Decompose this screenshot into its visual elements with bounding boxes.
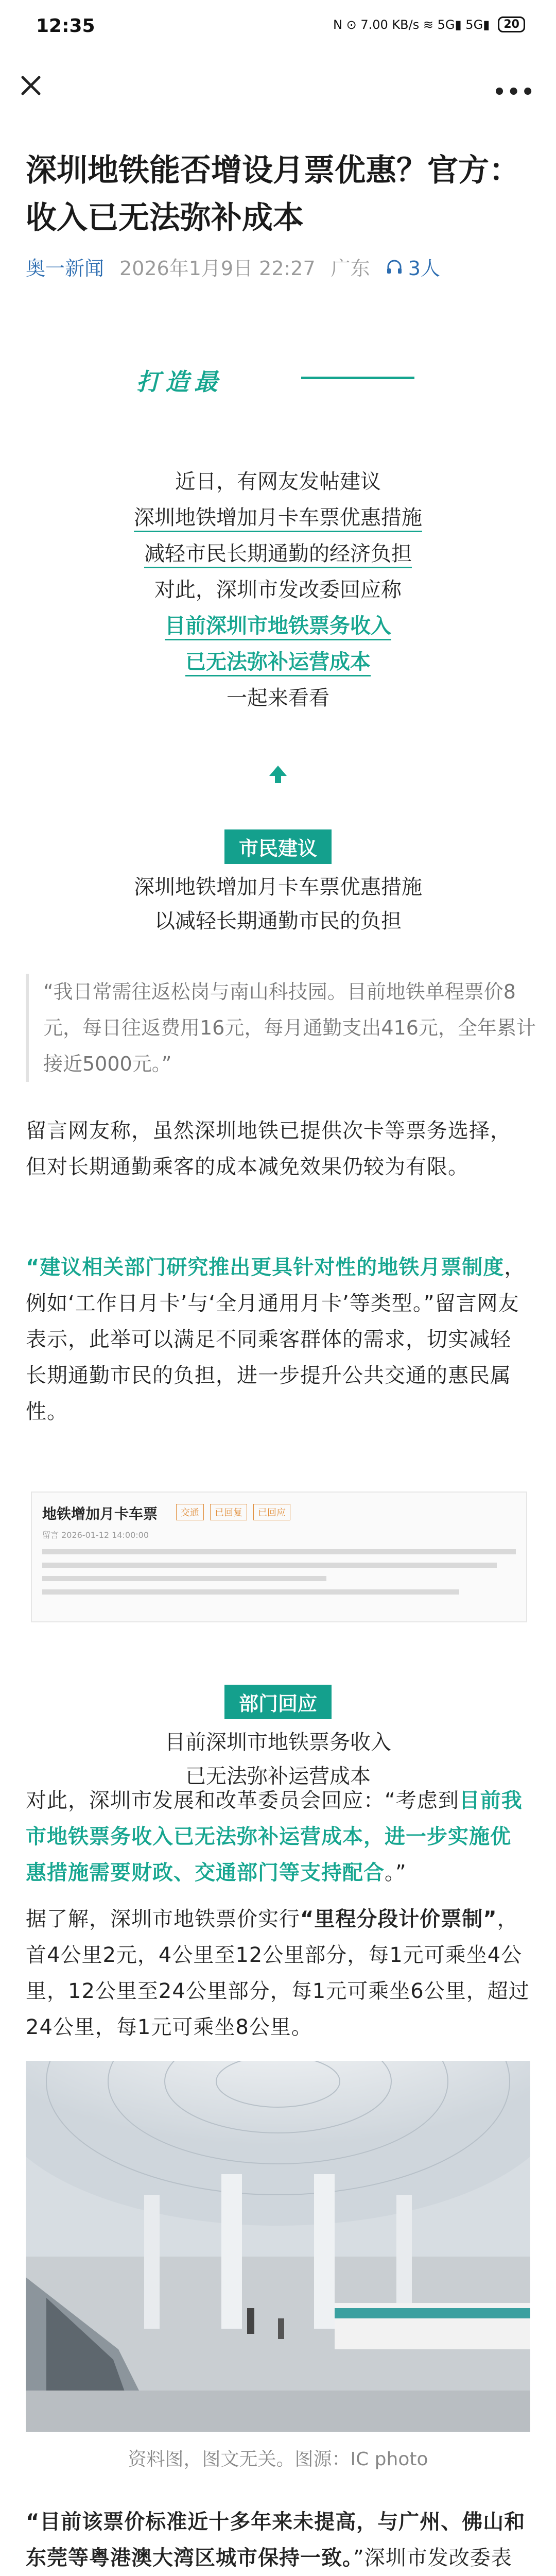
status-indicators	[333, 16, 525, 32]
message-screenshot	[31, 1492, 527, 1622]
photo-illustration	[26, 2061, 530, 2432]
section-suggestion	[0, 829, 556, 938]
brand-text: 打造最	[136, 368, 223, 396]
intro-line-highlight: 目前深圳市地铁票务收入	[165, 614, 391, 640]
article-date: 2026年1月9日 22:27	[119, 257, 316, 280]
battery-icon: 20	[498, 16, 525, 32]
doc-line	[42, 1549, 516, 1554]
doc-chip: 交通	[176, 1504, 204, 1520]
doc-line	[42, 1589, 459, 1595]
network-indicators: N ⊙ 7.00 KB/s ≋ 5G▮ 5G▮	[333, 17, 490, 32]
section-response	[0, 1685, 556, 1793]
paragraph-bold: “里程分段计价票制”	[300, 1907, 497, 1931]
section-sub-line: 已无法弥补运营成本	[185, 1765, 371, 1788]
brand-banner	[136, 363, 425, 394]
doc-chips	[176, 1504, 290, 1520]
article-title: 深圳地铁能否增设月票优惠？官方：收入已无法弥补成本	[26, 152, 520, 236]
paragraph-highlight: “建议相关部门研究推出更具针对性的地铁月票制度	[26, 1256, 505, 1279]
paragraph	[26, 1783, 530, 1891]
intro-line	[0, 536, 556, 572]
section-sub-line: 以减轻长期通勤市民的负担	[154, 909, 402, 933]
doc-chip: 已回复	[210, 1504, 247, 1520]
status-time: 12:35	[36, 15, 95, 37]
section-sub	[0, 870, 556, 938]
intro-line	[0, 608, 556, 644]
status-bar	[0, 0, 556, 52]
intro-block	[0, 464, 556, 716]
views-label: 3人	[408, 257, 440, 280]
paragraph-bold: “目前该票价标准近十多年来未提高，与广州、佛山和东莞等粤港澳大湾区城市保持一致。	[26, 2510, 526, 2570]
article-source[interactable]: 奥一新闻	[26, 257, 105, 280]
paragraph-text: ，首4公里2元，4公里至12公里部分，每1元可乘坐4公里，12公里至24公里部分，每1元可乘坐6公里，超过24公里，每1元可乘坐8公里。	[26, 1907, 530, 2039]
doc-line	[42, 1576, 326, 1581]
paragraph-text: 。”	[385, 1861, 407, 1885]
intro-line-text: 减轻市民长期通勤的经济负担	[144, 542, 412, 568]
article-region: 广东	[331, 257, 370, 280]
section-tag: 市民建议	[224, 829, 332, 864]
views-count	[386, 252, 440, 281]
nav-bar	[0, 52, 556, 129]
doc-chip: 已回应	[253, 1504, 290, 1520]
paragraph-text: ”深圳市发改委表	[353, 2546, 512, 2570]
quote-block: “我日常需往返松岗与南山科技园。目前地铁单程票价8元，每日往返费用16元，每月通勤支出416元，全年累计接近5000元。”	[26, 974, 548, 1082]
intro-line: 对此，深圳市发改委回应称	[154, 578, 402, 602]
intro-line	[0, 500, 556, 536]
doc-title: 地铁增加月卡车票	[42, 1505, 158, 1522]
intro-line: 近日，有网友发帖建议	[175, 470, 381, 494]
paragraph-text: 据了解，深圳市地铁票价实行	[26, 1907, 300, 1931]
doc-text-lines	[42, 1549, 516, 1603]
intro-line: 一起来看看	[227, 686, 329, 710]
paragraph-highlight: 目前我市地铁票务收入已无法弥补运营成本，进一步实施优惠措施需要财政、交通部门等支持配合	[26, 1789, 523, 1885]
paragraph: 留言网友称，虽然深圳地铁已提供次卡等票务选择，但对长期通勤乘客的成本减免效果仍较为有限。	[26, 1119, 511, 1179]
paragraph-text: ，例如‘工作日月卡’与‘全月通用月卡’等类型。”留言网友表示，此举可以满足不同乘客群体的需求，切实减轻长期通勤市民的负担，进一步提升公共交通的惠民属性。	[26, 1256, 526, 1423]
paragraph	[26, 1901, 530, 2045]
photo-caption: 资料图，图文无关。图源：IC photo	[128, 2449, 428, 2470]
arrow-up-icon	[265, 761, 291, 787]
doc-line	[42, 1563, 497, 1568]
paragraph	[26, 2504, 530, 2576]
intro-line-highlight: 已无法弥补运营成本	[185, 650, 371, 676]
article-meta	[26, 252, 530, 281]
paragraph-text: 对此，深圳市发展和改革委员会回应：“考虑到	[26, 1789, 459, 1812]
more-icon[interactable]: •••	[493, 80, 535, 104]
section-sub-line: 目前深圳市地铁票务收入	[165, 1731, 391, 1754]
section-sub-line: 深圳地铁增加月卡车票优惠措施	[134, 875, 422, 899]
headphones-icon	[386, 258, 403, 276]
metro-station-photo	[26, 2061, 530, 2432]
paragraph	[26, 1249, 530, 1430]
brand-line	[301, 377, 414, 379]
doc-meta: 留言 2026-01-12 14:00:00	[42, 1530, 149, 1540]
section-tag: 部门回应	[224, 1685, 332, 1719]
intro-line-text: 深圳地铁增加月卡车票优惠措施	[134, 506, 422, 532]
close-icon[interactable]	[15, 70, 46, 101]
intro-line	[0, 644, 556, 680]
